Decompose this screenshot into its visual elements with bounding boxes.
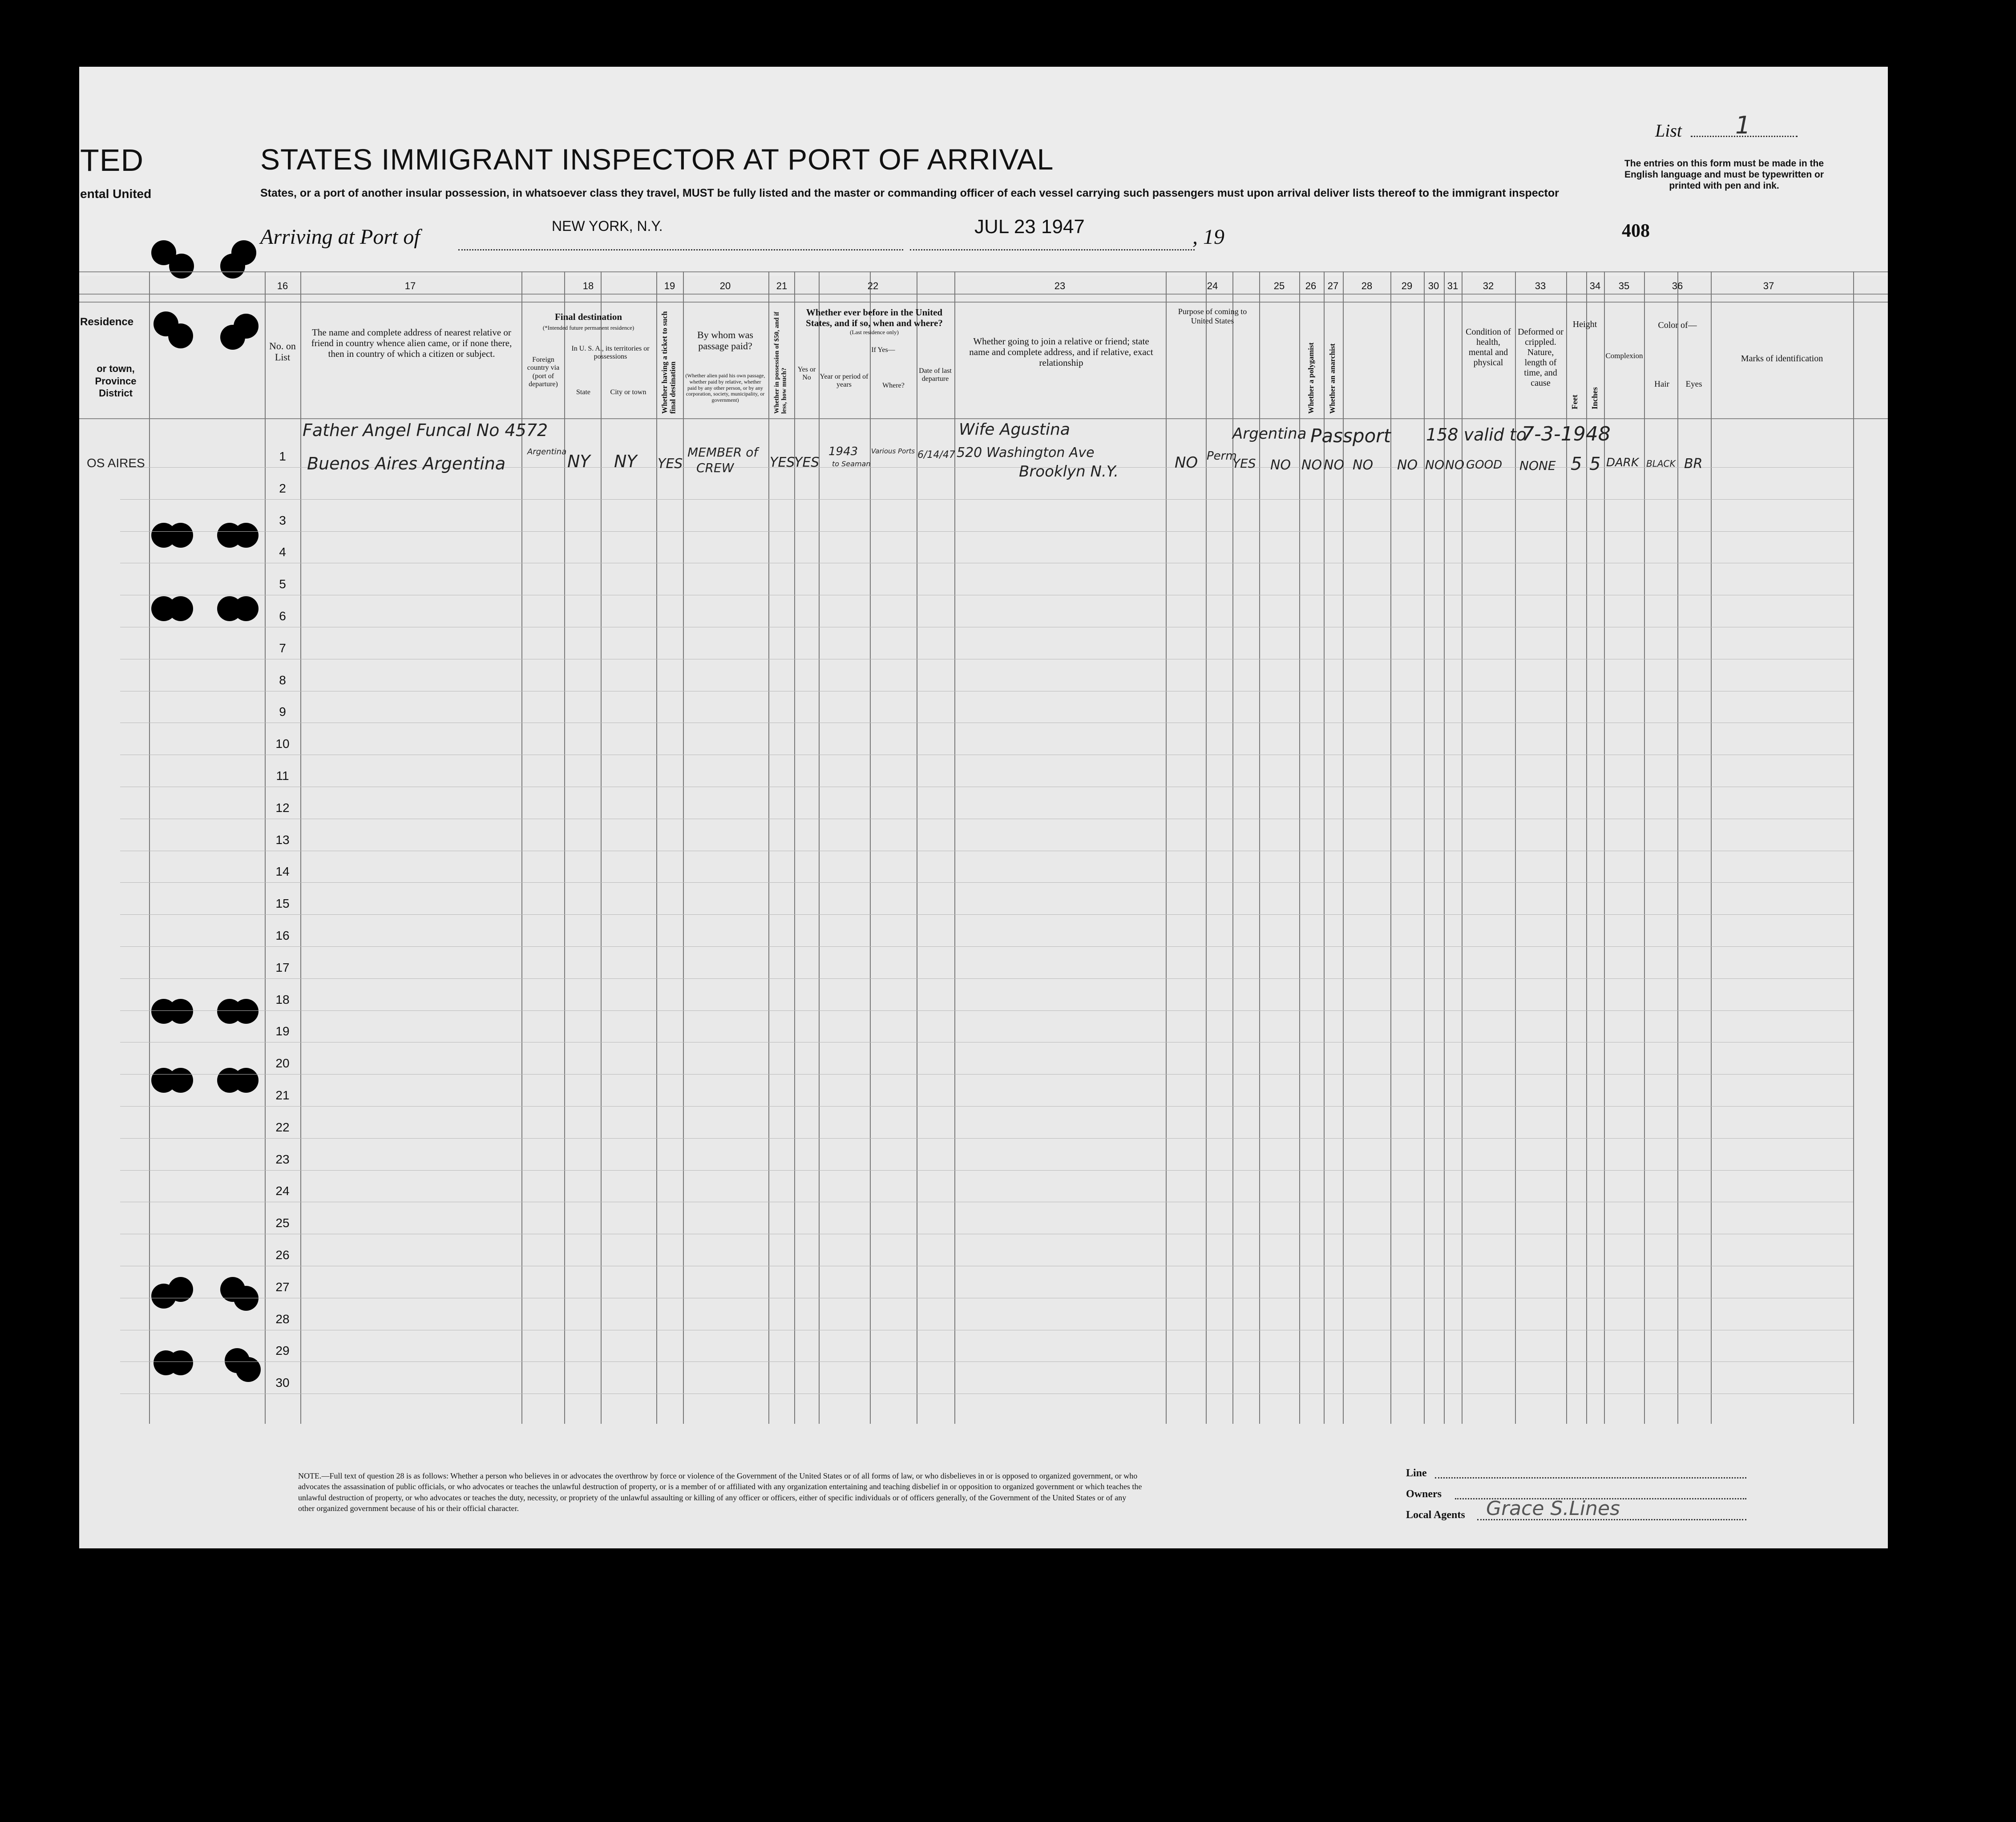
row-line [120, 882, 1853, 883]
row-number: 8 [279, 673, 286, 687]
purpose-col-c: YES [1232, 456, 1256, 471]
row-number: 14 [275, 865, 290, 879]
header-passage-note: (Whether alien paid his own passage, whether paid by relative, whether paid by any other person, or by any corporation, society, municipality, or government) [685, 372, 765, 404]
header-state: State [576, 388, 590, 396]
header-date-departure: Date of last departure [919, 367, 952, 383]
fifty-dollars-value: YES [770, 455, 795, 470]
header-if-yes: If Yes— [871, 346, 895, 354]
line-label: Line [1406, 1467, 1427, 1479]
header-polygamist: Whether a polygamist [1307, 342, 1315, 414]
stamp-number: 408 [1622, 221, 1650, 241]
list-label: List [1655, 121, 1682, 141]
date-value: JUL 23 1947 [974, 216, 1085, 238]
town-province-header-fragment: or town, Province District [95, 363, 137, 399]
header-final-destination-note: (*Intended future permanent residence) [542, 324, 634, 331]
row-line [120, 978, 1853, 979]
row-number: 13 [275, 832, 290, 847]
row-number: 2 [279, 481, 286, 495]
header-yes-no: Yes or No [797, 366, 816, 382]
valid-date-value: 7-3-1948 [1522, 423, 1611, 445]
col30-value: NO [1425, 457, 1444, 472]
left-subtitle-fragment: ental United [80, 187, 152, 201]
date-departure-value: 6/14/47 [917, 449, 955, 461]
header-color-of: Color of— [1658, 320, 1697, 330]
english-notice: The entries on this form must be made in the English language and must be typewritten or printed with pen and ink. [1624, 158, 1824, 191]
header-city: City or town [610, 388, 646, 396]
col29-value: NO [1397, 457, 1418, 473]
relative-name: Father Angel Funcal No 4572 [303, 420, 548, 440]
visa-value: 158 valid to [1426, 425, 1527, 444]
residence-header-fragment: Residence [80, 316, 134, 328]
row-number: 20 [275, 1056, 290, 1071]
header-anarchist: Whether an anarchist [1328, 343, 1337, 414]
inches-value: 5 [1589, 454, 1601, 474]
row-number: 29 [275, 1344, 290, 1358]
row-number: 6 [279, 609, 286, 623]
row-number: 22 [275, 1120, 290, 1134]
condition-value: GOOD [1466, 458, 1503, 472]
question-28-note: NOTE.—Full text of question 28 is as follows: Whether a person who believes in or advocates the overthrow by force or violence of the Government of the United States or of all forms of law, or who disbelieves in or is opposed to organized government, or who advocates the assassination of public officials, or who advocates or teaches the unlawful destruction of property, or is a member of or affiliated with any organization entertaining and teaching disbelief in or opposition to organized government or which teaches the unlawful destruction of property, or who advocates or teaches the duty, necessity, or propriety of the unlawful assaulting or killing of any officer or officers, either of specific individuals or of officers generally, of the Government of the United States or of any other organized government because of his or their official character. [298, 1471, 1142, 1513]
feet-value: 5 [1571, 454, 1582, 474]
agents-signature: Grace S.Lines [1486, 1497, 1620, 1520]
header-nearest-relative: The name and complete address of nearest relative or friend in country whence alien came, or if none there, then in country of which a citizen or subject. [311, 327, 512, 360]
purpose-col-a: NO [1175, 454, 1198, 472]
header-ever-before: Whether ever before in the United States, and if so, when and where? [806, 307, 943, 329]
manifest-sheet [79, 67, 1888, 1548]
agents-label: Local Agents [1406, 1509, 1465, 1521]
row-number: 11 [276, 769, 289, 783]
row-number: 3 [279, 513, 286, 527]
row-line [120, 1106, 1853, 1107]
header-fifty-dollars: Whether in possession of $50, and if less, how much? [773, 311, 788, 414]
row-number: 27 [275, 1280, 290, 1294]
col28-value: NO [1353, 457, 1374, 473]
row-number: 23 [275, 1152, 290, 1166]
purpose-col-d: Argentina [1232, 425, 1307, 443]
col26-value: NO [1301, 457, 1322, 473]
header-marks: Marks of identification [1741, 354, 1823, 364]
ever-before-value: YES [794, 455, 820, 470]
state-value: NY [567, 452, 590, 471]
row-number: 5 [279, 577, 286, 591]
row-line [120, 499, 1853, 500]
row-number: 9 [279, 705, 286, 719]
form-title: STATES IMMIGRANT INSPECTOR AT PORT OF ARRIVAL [260, 143, 1054, 176]
year-label: , 19 [1192, 225, 1224, 249]
list-value: 1 [1735, 111, 1751, 139]
where-value: Various Ports [871, 447, 915, 455]
port-dotline [458, 249, 903, 250]
purpose-col-b: Perm [1207, 449, 1237, 463]
arriving-label: Arriving at Port of [260, 225, 420, 249]
year-period-value: 1943 [828, 445, 858, 458]
owners-label: Owners [1406, 1488, 1442, 1500]
header-complexion: Complexion [1605, 351, 1643, 360]
row-line [120, 1361, 1853, 1362]
header-final-destination: Final destination [554, 311, 622, 322]
col31-value: NO [1445, 457, 1464, 472]
header-inches: Inches [1590, 387, 1599, 409]
join-relative-address: 520 Washington Ave [957, 445, 1095, 461]
row-number: 15 [275, 897, 290, 911]
row-number: 18 [275, 992, 290, 1006]
row-line [120, 1170, 1853, 1171]
row-line [120, 1010, 1853, 1011]
row-line [120, 914, 1853, 915]
header-last-residence: (Last residence only) [850, 329, 899, 335]
join-relative-name: Wife Agustina [959, 420, 1070, 439]
form-subtitle: States, or a port of another insular possession, in whatsoever class they travel, MUST be fully listed and the master or commanding officer of each vessel carrying such passengers must upon arrival deliver lists thereof to the immigrant inspector [260, 187, 1559, 199]
left-title-fragment: TED [80, 143, 144, 178]
header-deformed: Deformed or crippled. Nature, length of time, and cause [1518, 327, 1564, 388]
header-no-on-list: No. on List [269, 340, 296, 363]
row-number: 26 [275, 1248, 290, 1262]
header-year-period: Year or period of years [820, 373, 869, 389]
row-number: 21 [275, 1088, 290, 1102]
row-line [120, 531, 1853, 532]
foreign-country-value: Argentina [527, 447, 567, 457]
year-period-value-2: to Seaman [832, 460, 871, 468]
passport-value: Passport [1310, 425, 1391, 447]
header-foreign-country: Foreign country via (port of departure) [527, 356, 560, 388]
date-dotline [910, 249, 1195, 250]
passage-paid-value: MEMBER of [687, 445, 758, 460]
row-number: 30 [275, 1376, 290, 1390]
row-number: 16 [275, 929, 290, 942]
header-where: Where? [882, 382, 905, 389]
row-line [120, 946, 1853, 947]
passage-paid-value-2: CREW [696, 461, 734, 475]
row-number: 4 [279, 545, 286, 559]
row-number: 28 [275, 1312, 290, 1326]
header-in-usa: In U. S. A., its territories or possessions [571, 345, 650, 361]
residence-fragment: OS AIRES [87, 456, 145, 470]
row-number: 25 [275, 1216, 290, 1230]
ticket-value: YES [658, 456, 683, 472]
row-line [120, 1138, 1853, 1139]
row-number: 17 [275, 960, 290, 974]
line-dotline [1435, 1477, 1746, 1479]
row-number: 19 [275, 1024, 290, 1038]
header-purpose: Purpose of coming to United States [1178, 307, 1247, 325]
header-hair: Hair [1654, 380, 1669, 389]
col27-value: NO [1324, 457, 1345, 473]
header-eyes: Eyes [1685, 380, 1702, 389]
row-number: 12 [275, 800, 290, 815]
header-feet: Feet [1570, 395, 1579, 409]
header-ticket: Whether having a ticket to such final destination [660, 311, 677, 414]
row-number: 10 [275, 737, 290, 751]
deformed-value: NONE [1519, 458, 1556, 473]
header-join-relative: Whether going to join a relative or friend; state name and complete address, and if relative, exact relationship [969, 336, 1153, 368]
join-relative-city: Brooklyn N.Y. [1019, 463, 1119, 481]
row-number: 7 [279, 641, 286, 655]
header-condition: Condition of health, mental and physical [1466, 327, 1511, 368]
eyes-value: BR [1684, 456, 1703, 472]
relative-address: Buenos Aires Argentina [307, 454, 506, 473]
row-line [120, 1074, 1853, 1075]
header-passage-paid: By whom was passage paid? [697, 329, 753, 352]
header-height: Height [1572, 319, 1597, 329]
complexion-value: DARK [1606, 456, 1639, 469]
city-value: NY [614, 452, 637, 471]
port-value: NEW YORK, N.Y. [552, 218, 663, 234]
row-number: 1 [279, 449, 286, 463]
hair-value: BLACK [1646, 458, 1676, 469]
col25-value: NO [1270, 457, 1291, 473]
row-number: 24 [275, 1184, 290, 1198]
